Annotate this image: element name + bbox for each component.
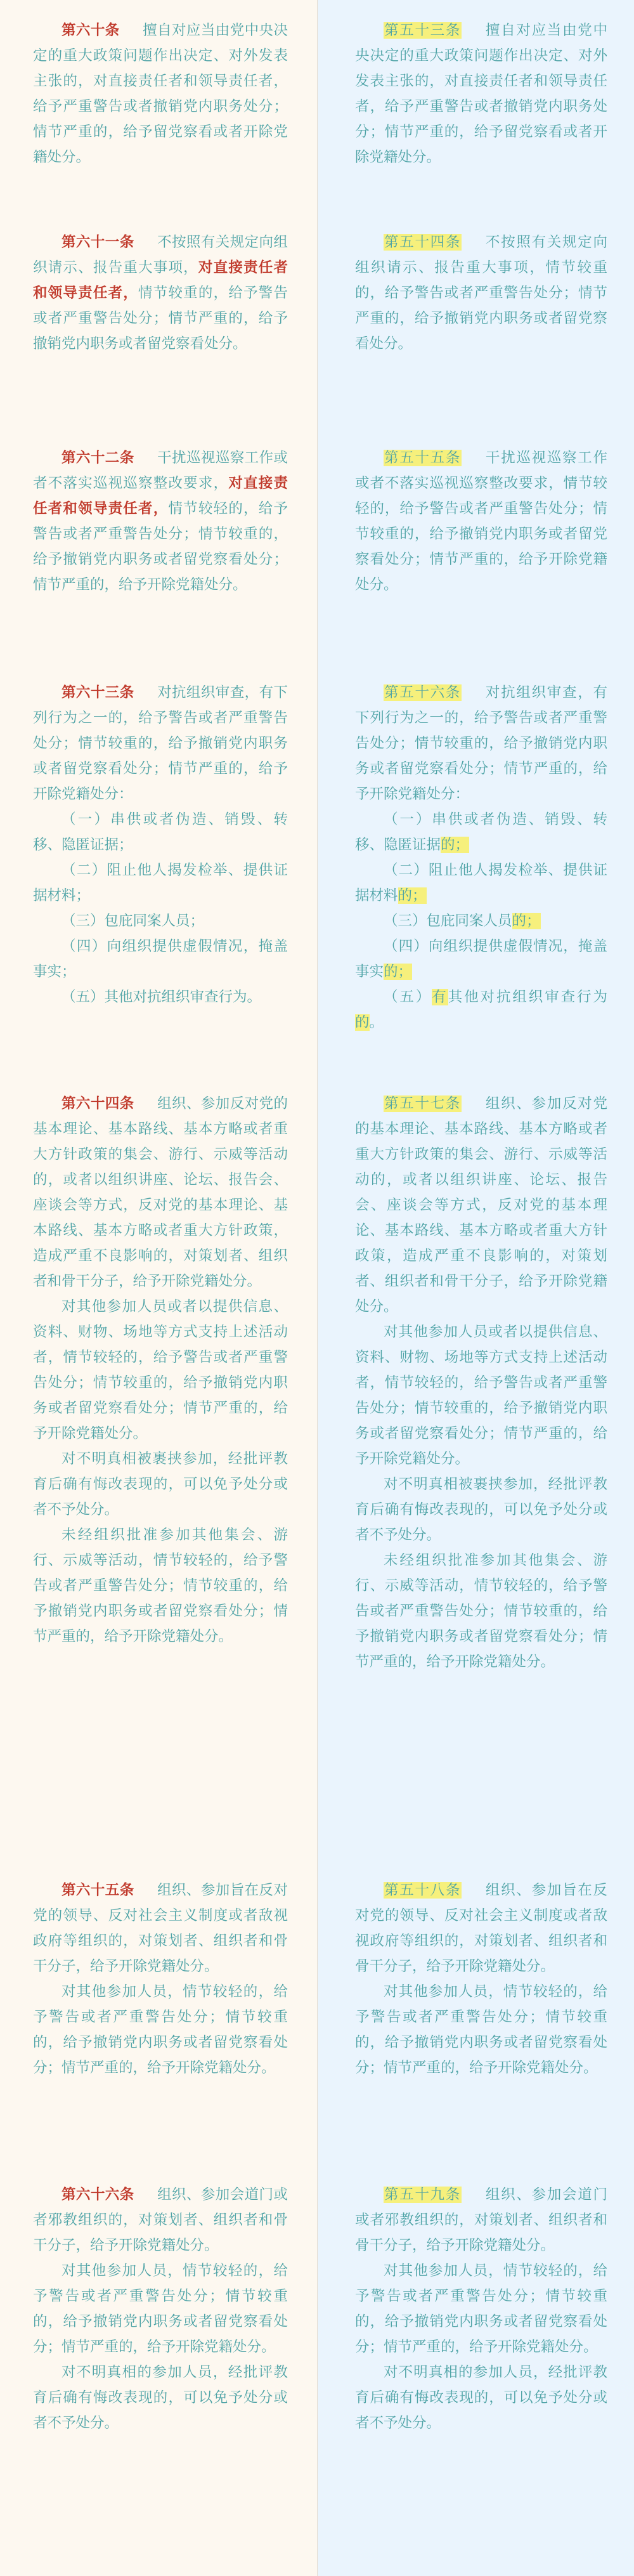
- paragraph-text: 对抗组织审查，有下列行为之一的，给予警告或者严重警告处分；情节较重的，给予撤销党内职务或者留党察看处分；情节严重的，给予开除党籍处分：: [33, 684, 288, 802]
- article-number: 第六十四条: [61, 1095, 134, 1112]
- article-paragraph: [355, 934, 607, 984]
- paragraph-text: 组织、参加会道门或者邪教组织的，对策划者、组织者和骨干分子，给予开除党籍处分。: [33, 2187, 288, 2254]
- article-paragraph: [33, 908, 288, 934]
- paragraph-text: （四）向组织提供虚假情况，掩盖事实；: [33, 938, 288, 980]
- article-first-paragraph: [33, 18, 288, 170]
- article-paragraph: [33, 1446, 288, 1522]
- article-paragraph: [355, 807, 607, 858]
- paragraph-text: 不按照有关规定向组织请示、报告重大事项，情节较重的，给予警告或者严重警告处分；情节严重的，给予撤销党内职务或者留党察看处分。: [355, 234, 607, 352]
- article-first-paragraph: [33, 230, 288, 356]
- article-paragraph: [33, 1294, 288, 1446]
- article-paragraph: [355, 1472, 607, 1548]
- left-article-7: [33, 2182, 288, 2436]
- article-first-paragraph: [33, 2182, 288, 2258]
- paragraph-text: 擅自对应当由党中央决定的重大政策问题作出决定、对外发表主张的，对直接责任者和领导责任者，给予严重警告或者撤销党内职务处分；情节严重的，给予留党察看或者开除党籍处分。: [33, 22, 288, 166]
- article-number: 第六十一条: [61, 234, 134, 251]
- paragraph-text: 对不明真相的参加人员，经批评教育后确有悔改表现的，可以免予处分或者不予处分。: [33, 2364, 288, 2431]
- article-paragraph: [33, 2258, 288, 2360]
- added-text-emphasis: 对直接责任者和领导责任者，: [33, 475, 288, 517]
- article-paragraph: [355, 1979, 607, 2081]
- paragraph-text: （一）串供或者伪造、销毁、转移、隐匿证据: [355, 811, 607, 853]
- paragraph-text: 情节较轻的，给予警告或者严重警告处分；情节较重的，给予撤销党内职务或者留党察看处分；情节严重的，给予开除党籍处分。: [33, 500, 288, 593]
- paragraph-text: 对不明真相被裹挟参加，经批评教育后确有悔改表现的，可以免予处分或者不予处分。: [33, 1451, 288, 1518]
- article-number: 第五十六条: [384, 684, 462, 701]
- paragraph-text: 组织、参加会道门或者邪教组织的，对策划者、组织者和骨干分子，给予开除党籍处分。: [355, 2187, 607, 2254]
- article-paragraph: [33, 807, 288, 858]
- article-number: 第五十四条: [384, 234, 462, 251]
- article-number: 第五十五条: [384, 450, 462, 466]
- article-paragraph: [33, 1979, 288, 2081]
- paragraph-text: 组织、参加旨在反对党的领导、反对社会主义制度或者敌视政府等组织的，对策划者、组织者和骨干分子，给予开除党籍处分。: [33, 1882, 288, 1975]
- paragraph-text: 组织、参加反对党的基本理论、基本路线、基本方略或者重大方针政策的集会、游行、示威等活动的，或者以组织讲座、论坛、报告会、座谈会等方式，反对党的基本理论、基本路线、基本方略或者重大方针政策，造成严重不良影响的，对策划者、组织者和骨干分子，给予开除党籍处分。: [33, 1095, 288, 1290]
- paragraph-text: 未经组织批准参加其他集会、游行、示威等活动，情节较轻的，给予警告或者严重警告处分；情节较重的，给予撤销党内职务或者留党察看处分；情节严重的，给予开除党籍处分。: [355, 1552, 607, 1670]
- left-article-1: [33, 18, 288, 170]
- right-article-4: [355, 680, 607, 1035]
- changed-text-highlight: 的；: [384, 964, 413, 980]
- article-first-paragraph: [355, 445, 607, 598]
- changed-text-highlight: 的: [355, 1014, 370, 1031]
- article-first-paragraph: [355, 1878, 607, 1979]
- article-number: 第六十三条: [61, 684, 134, 701]
- article-number: 第六十五条: [61, 1882, 134, 1899]
- article-paragraph: [33, 934, 288, 984]
- paragraph-text: （三）包庇同案人员；: [61, 913, 205, 929]
- article-paragraph: [355, 1548, 607, 1675]
- left-article-5: [33, 1091, 288, 1649]
- article-first-paragraph: [33, 680, 288, 807]
- left-article-2: [33, 230, 288, 356]
- article-number: 第六十条: [61, 22, 120, 39]
- paragraph-text: 组织、参加反对党的基本理论、基本路线、基本方略或者重大方针政策的集会、游行、示威等活动的，或者以组织讲座、论坛、报告会、座谈会等方式，反对党的基本理论、基本路线、基本方略或者重大方针政策，造成严重不良影响的，对策划者、组织者和骨干分子，给予开除党籍处分。: [355, 1095, 607, 1315]
- paragraph-text: 对其他参加人员或者以提供信息、资料、财物、场地等方式支持上述活动者，情节较轻的，给予警告或者严重警告处分；情节较重的，给予撤销党内职务或者留党察看处分；情节严重的，给予开除党籍处分。: [33, 1298, 288, 1442]
- right-article-6: [355, 1878, 607, 2081]
- paragraph-text: 对其他参加人员，情节较轻的，给予警告或者严重警告处分；情节较重的，给予撤销党内职务或者留党察看处分；情节严重的，给予开除党籍处分。: [33, 2263, 288, 2355]
- article-number: 第五十七条: [384, 1095, 462, 1112]
- article-first-paragraph: [33, 1878, 288, 1979]
- changed-text-highlight: 的；: [441, 837, 470, 853]
- article-number: 第五十九条: [384, 2187, 462, 2203]
- article-first-paragraph: [33, 445, 288, 598]
- paragraph-text: 干扰巡视巡察工作或者不落实巡视巡察整改要求，: [33, 450, 288, 492]
- article-paragraph: [33, 2360, 288, 2436]
- left-article-4: [33, 680, 288, 1010]
- paragraph-text: （五）: [384, 989, 432, 1005]
- right-article-2: [355, 230, 607, 356]
- paragraph-text: 。: [369, 1014, 384, 1031]
- left-article-3: [33, 445, 288, 598]
- paragraph-text: 组织、参加旨在反对党的领导、反对社会主义制度或者敌视政府等组织的，对策划者、组织者和骨干分子，给予开除党籍处分。: [355, 1882, 607, 1975]
- right-article-3: [355, 445, 607, 598]
- paragraph-text: 未经组织批准参加其他集会、游行、示威等活动，情节较轻的，给予警告或者严重警告处分；情节较重的，给予撤销党内职务或者留党察看处分；情节严重的，给予开除党籍处分。: [33, 1527, 288, 1645]
- changed-text-highlight: 的；: [398, 887, 427, 904]
- article-paragraph: [33, 984, 288, 1010]
- left-article-6: [33, 1878, 288, 2081]
- article-first-paragraph: [355, 680, 607, 807]
- paragraph-text: （二）阻止他人揭发检举、提供证据材料: [355, 862, 607, 904]
- paragraph-text: 对其他参加人员，情节较轻的，给予警告或者严重警告处分；情节较重的，给予撤销党内职务或者留党察看处分；情节严重的，给予开除党籍处分。: [33, 1984, 288, 2076]
- article-first-paragraph: [355, 1091, 607, 1319]
- article-number: 第五十八条: [384, 1882, 462, 1899]
- article-paragraph: [355, 908, 607, 934]
- article-number: 第六十六条: [61, 2187, 134, 2203]
- paragraph-text: 对不明真相的参加人员，经批评教育后确有悔改表现的，可以免予处分或者不予处分。: [355, 2364, 607, 2431]
- article-first-paragraph: [33, 1091, 288, 1294]
- right-article-5: [355, 1091, 607, 1675]
- article-paragraph: [355, 858, 607, 908]
- paragraph-text: 干扰巡视巡察工作或者不落实巡视巡察整改要求，情节较轻的，给予警告或者严重警告处分；情节较重的，给予撤销党内职务或者留党察看处分；情节严重的，给予开除党籍处分。: [355, 450, 607, 593]
- right-article-7: [355, 2182, 607, 2436]
- paragraph-text: 对其他参加人员，情节较轻的，给予警告或者严重警告处分；情节较重的，给予撤销党内职务或者留党察看处分；情节严重的，给予开除党籍处分。: [355, 1984, 607, 2076]
- right-article-1: [355, 18, 607, 170]
- article-number: 第六十二条: [61, 450, 134, 466]
- article-number: 第五十三条: [384, 22, 462, 39]
- paragraph-text: 对其他参加人员或者以提供信息、资料、财物、场地等方式支持上述活动者，情节较轻的，给予警告或者严重警告处分；情节较重的，给予撤销党内职务或者留党察看处分；情节严重的，给予开除党籍处分。: [355, 1324, 607, 1467]
- paragraph-text: 对其他参加人员，情节较轻的，给予警告或者严重警告处分；情节较重的，给予撤销党内职务或者留党察看处分；情节严重的，给予开除党籍处分。: [355, 2263, 607, 2355]
- paragraph-text: （二）阻止他人揭发检举、提供证据材料；: [33, 862, 288, 904]
- changed-text-highlight: 的；: [512, 913, 541, 929]
- article-paragraph: [355, 2258, 607, 2360]
- paragraph-text: （四）向组织提供虚假情况，掩盖事实: [355, 938, 607, 980]
- article-first-paragraph: [355, 230, 607, 356]
- paragraph-text: （五）其他对抗组织审查行为。: [61, 989, 262, 1005]
- article-paragraph: [33, 1522, 288, 1649]
- paragraph-text: 对抗组织审查，有下列行为之一的，给予警告或者严重警告处分；情节较重的，给予撤销党内职务或者留党察看处分；情节严重的，给予开除党籍处分：: [355, 684, 607, 802]
- article-paragraph: [355, 984, 607, 1035]
- paragraph-text: 不按照有关规定向组织请示、报告重大事项，: [33, 234, 288, 276]
- right-column-original-text: [317, 0, 634, 2576]
- paragraph-text: （一）串供或者伪造、销毁、转移、隐匿证据；: [33, 811, 288, 853]
- article-first-paragraph: [355, 18, 607, 170]
- column-divider: [317, 0, 318, 2576]
- changed-text-highlight: 有: [432, 989, 448, 1005]
- paragraph-text: （三）包庇同案人员: [384, 913, 512, 929]
- paragraph-text: 对不明真相被裹挟参加，经批评教育后确有悔改表现的，可以免予处分或者不予处分。: [355, 1476, 607, 1543]
- paragraph-text: 擅自对应当由党中央决定的重大政策问题作出决定、对外发表主张的，对直接责任者和领导责任者，给予严重警告或者撤销党内职务处分；情节严重的，给予留党察看或者开除党籍处分。: [355, 22, 607, 166]
- paragraph-text: 其他对抗组织审查行为: [448, 989, 607, 1005]
- added-text-emphasis: 对直接责任者和领导责任者，: [33, 259, 288, 301]
- article-paragraph: [355, 2360, 607, 2436]
- paragraph-text: 情节较重的，给予警告或者严重警告处分；情节严重的，给予撤销党内职务或者留党察看处分。: [33, 285, 288, 352]
- article-first-paragraph: [355, 2182, 607, 2258]
- article-paragraph: [355, 1319, 607, 1472]
- article-paragraph: [33, 858, 288, 908]
